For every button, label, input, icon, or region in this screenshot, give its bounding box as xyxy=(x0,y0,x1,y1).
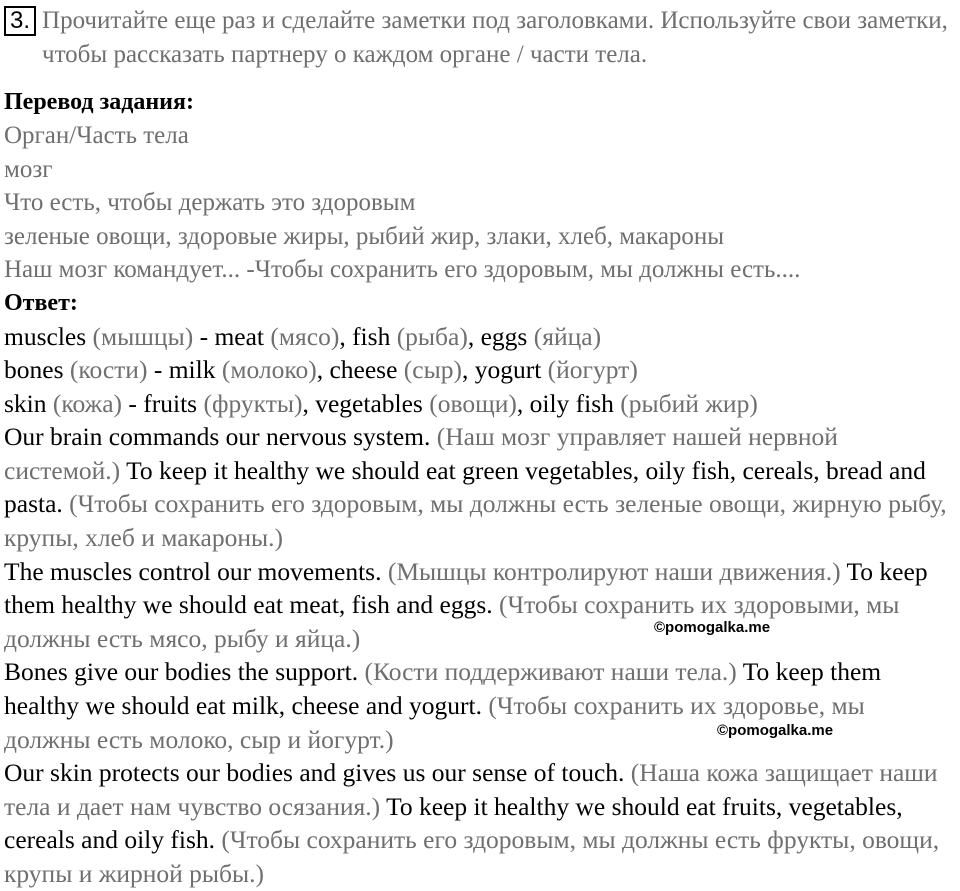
food-translation: (мясо) xyxy=(270,321,340,351)
english-sentence: Bones give our bodies the support. xyxy=(4,657,359,687)
food-name: vegetables xyxy=(315,388,423,418)
watermark: ©pomogalka.me xyxy=(717,722,834,739)
organ-translation: (кости) xyxy=(69,355,148,385)
russian-translation: (Наш мозг управляет нашей нервной системой.) xyxy=(4,422,838,485)
russian-translation: (Чтобы сохранить его здоровым, мы должны есть зеленые овощи, жирную рыбу, крупы, хлеб и макароны.) xyxy=(4,489,947,553)
food-translation: (молоко) xyxy=(221,355,317,385)
russian-translation: (Мышцы контролируют наши движения.) xyxy=(387,556,841,586)
answer-paragraph xyxy=(4,756,956,890)
english-sentence: To keep them healthy we should eat milk, cheese and yogurt. xyxy=(4,657,882,721)
english-sentence: The muscles control our movements. xyxy=(4,556,382,586)
food-name: eggs xyxy=(480,321,528,351)
organ-name: muscles xyxy=(4,321,87,351)
worksheet-page xyxy=(4,4,956,891)
russian-translation: (Чтобы сохранить их здоровыми, мы должны есть мясо, рыбу и яйца.) xyxy=(4,590,900,653)
dash: - xyxy=(193,321,215,351)
answer-paragraph xyxy=(4,420,956,554)
watermark: ©pomogalka.me xyxy=(654,619,771,636)
translation-line: зеленые овощи, здоровые жиры, рыбий жир, злаки, хлеб, макароны xyxy=(4,222,725,250)
english-sentence: Our brain commands our nervous system. xyxy=(4,422,431,452)
food-translation: (яйца) xyxy=(533,321,602,351)
dash: - xyxy=(147,355,169,385)
russian-translation: (Чтобы сохранить их здоровье, мы должны есть молоко, сыр и йогурт.) xyxy=(4,691,865,754)
food-name: cheese xyxy=(329,355,398,385)
food-translation: (овощи) xyxy=(429,388,517,418)
food-translation: (йогурт) xyxy=(547,355,638,385)
organ-name: skin xyxy=(4,388,47,418)
answer-heading: Ответ: xyxy=(4,289,78,316)
task-instruction: Прочитайте еще раз и сделайте заметки под заголовками. Используйте свои заметки, чтобы рассказать партнеру о каждом органе / части тела. xyxy=(42,7,948,68)
organ-translation: (кожа) xyxy=(52,388,123,418)
food-line: muscles (мышцы) - meat (мясо), fish (рыба), eggs (яйца) xyxy=(4,321,602,351)
food-name: milk xyxy=(168,355,216,385)
food-line: skin (кожа) - fruits (фрукты), vegetables (овощи), oily fish (рыбий жир) xyxy=(4,388,758,418)
translation-line: Орган/Часть тела xyxy=(4,122,189,149)
task-block xyxy=(4,4,956,72)
answer-paragraph xyxy=(4,655,956,756)
english-sentence: To keep them healthy we should eat meat, fish and eggs. xyxy=(4,556,928,620)
task-number: 3. xyxy=(4,6,36,36)
food-translation: (рыбий жир) xyxy=(620,388,758,418)
translation-line: мозг xyxy=(4,155,53,183)
russian-translation: (Чтобы сохранить его здоровым, мы должны есть фрукты, овощи, крупы и жирной рыбы.) xyxy=(4,825,940,888)
food-translation: (рыба) xyxy=(396,321,468,351)
food-translation: (сыр) xyxy=(403,355,462,385)
food-name: meat xyxy=(214,321,265,351)
russian-translation: (Кости поддерживают наши тела.) xyxy=(364,657,737,687)
food-name: fruits xyxy=(143,388,198,418)
food-name: yogurt xyxy=(474,355,542,385)
translation-lines xyxy=(4,119,956,287)
answer-paragraph xyxy=(4,555,956,656)
translation-line: Что есть, чтобы держать это здоровым xyxy=(4,189,416,216)
english-sentence: Our skin protects our bodies and gives us our sense of touch. xyxy=(4,758,625,788)
dash: - xyxy=(122,388,144,418)
food-name: fish xyxy=(352,321,391,351)
food-line: bones (кости) - milk (молоко), cheese (сыр), yogurt (йогурт) xyxy=(4,355,638,385)
russian-translation: (Наша кожа защищает наши тела и дает нам чувство осязания.) xyxy=(4,758,938,821)
organ-translation: (мышцы) xyxy=(92,321,194,351)
food-name: oily fish xyxy=(529,388,614,418)
english-sentence: To keep it healthy we should eat green vegetables, oily fish, cereals, bread and pasta. xyxy=(4,455,926,519)
food-translation: (фрукты) xyxy=(203,388,303,418)
organ-name: bones xyxy=(4,355,64,385)
translation-heading: Перевод задания: xyxy=(4,89,194,115)
answer-body xyxy=(4,320,956,891)
translation-line: Наш мозг командует... -Чтобы сохранить его здоровым, мы должны есть.... xyxy=(4,256,801,283)
english-sentence: To keep it healthy we should eat fruits, vegetables, cereals and oily fish. xyxy=(4,791,903,855)
